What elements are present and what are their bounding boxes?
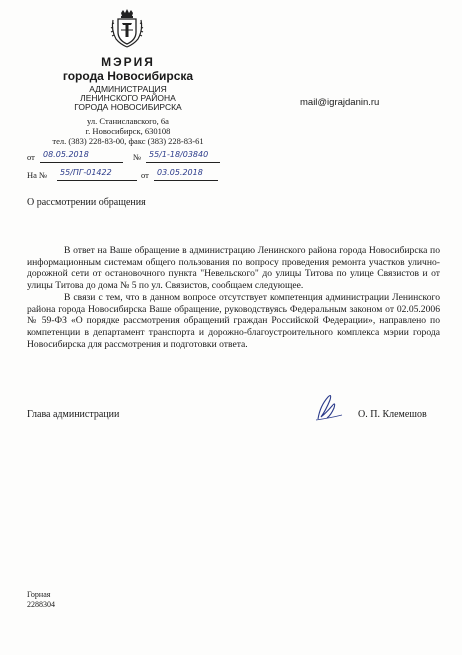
- body-paragraph-2: В связи с тем, что в данном вопросе отсутствует компетенция администрации Ленинского района города Новосибирска Ваше обращение, руководствуясь Федеральным законом от 02.05.2006 № 59-ФЗ «О порядке рассмотрения обращений граждан Российской Федерации», направлено по компетенции в департамент транспорта и дорожно-благоустроительного комплекса мэрии города Новосибирска для рассмотрения и подготовки ответа.: [27, 291, 440, 350]
- outgoing-date-line: [40, 162, 123, 163]
- org-city: города Новосибирска: [62, 69, 194, 83]
- address-city: г. Новосибирск, 630108: [85, 126, 171, 136]
- org-district: ЛЕНИНСКОГО РАЙОНА: [80, 93, 176, 103]
- address-street: ул. Станиславского, 6а: [87, 116, 169, 126]
- org-title: МЭРИЯ: [101, 55, 155, 69]
- executor-phone: 2288304: [27, 600, 55, 609]
- letter-subject: О рассмотрении обращения: [27, 197, 146, 208]
- reference-label: На №: [27, 170, 48, 180]
- recipient-email: mail@igrajdanin.ru: [300, 97, 380, 108]
- reference-date-line: [154, 180, 218, 181]
- outgoing-number-line: [146, 162, 220, 163]
- city-coat-of-arms-icon: [110, 8, 144, 48]
- from-label: от: [27, 152, 35, 162]
- body-paragraph-1: В ответ на Ваше обращение в администрацию Ленинского района города Новосибирска по информационным системам общего пользования по вопросу проведения ремонта участков улично-дорожной сети от остановочного пункта "Невельского" до улицы Титова по улице Связистов и от улицы Титова до дома № 5 по ул. Связистов, сообщаем следующее.: [27, 245, 440, 292]
- handwritten-signature: [312, 392, 352, 422]
- reference-from-label: от: [141, 170, 149, 180]
- signatory-name: О. П. Клемешов: [358, 409, 427, 420]
- phone-fax: тел. (383) 228-83-00, факс (383) 228-83-61: [52, 136, 204, 146]
- outgoing-date: 08.05.2018: [43, 150, 89, 159]
- reference-date: 03.05.2018: [157, 168, 203, 177]
- outgoing-number: 55/1-18/03840: [149, 150, 209, 159]
- org-city-caps: ГОРОДА НОВОСИБИРСКА: [74, 102, 182, 112]
- number-label: №: [133, 152, 142, 162]
- reference-number: 55/ПГ-01422: [60, 168, 112, 177]
- org-department: АДМИНИСТРАЦИЯ: [89, 84, 167, 94]
- reference-number-line: [57, 180, 137, 181]
- signatory-title: Глава администрации: [27, 409, 120, 420]
- letter-body: [27, 245, 440, 350]
- executor-name: Горная: [27, 590, 51, 599]
